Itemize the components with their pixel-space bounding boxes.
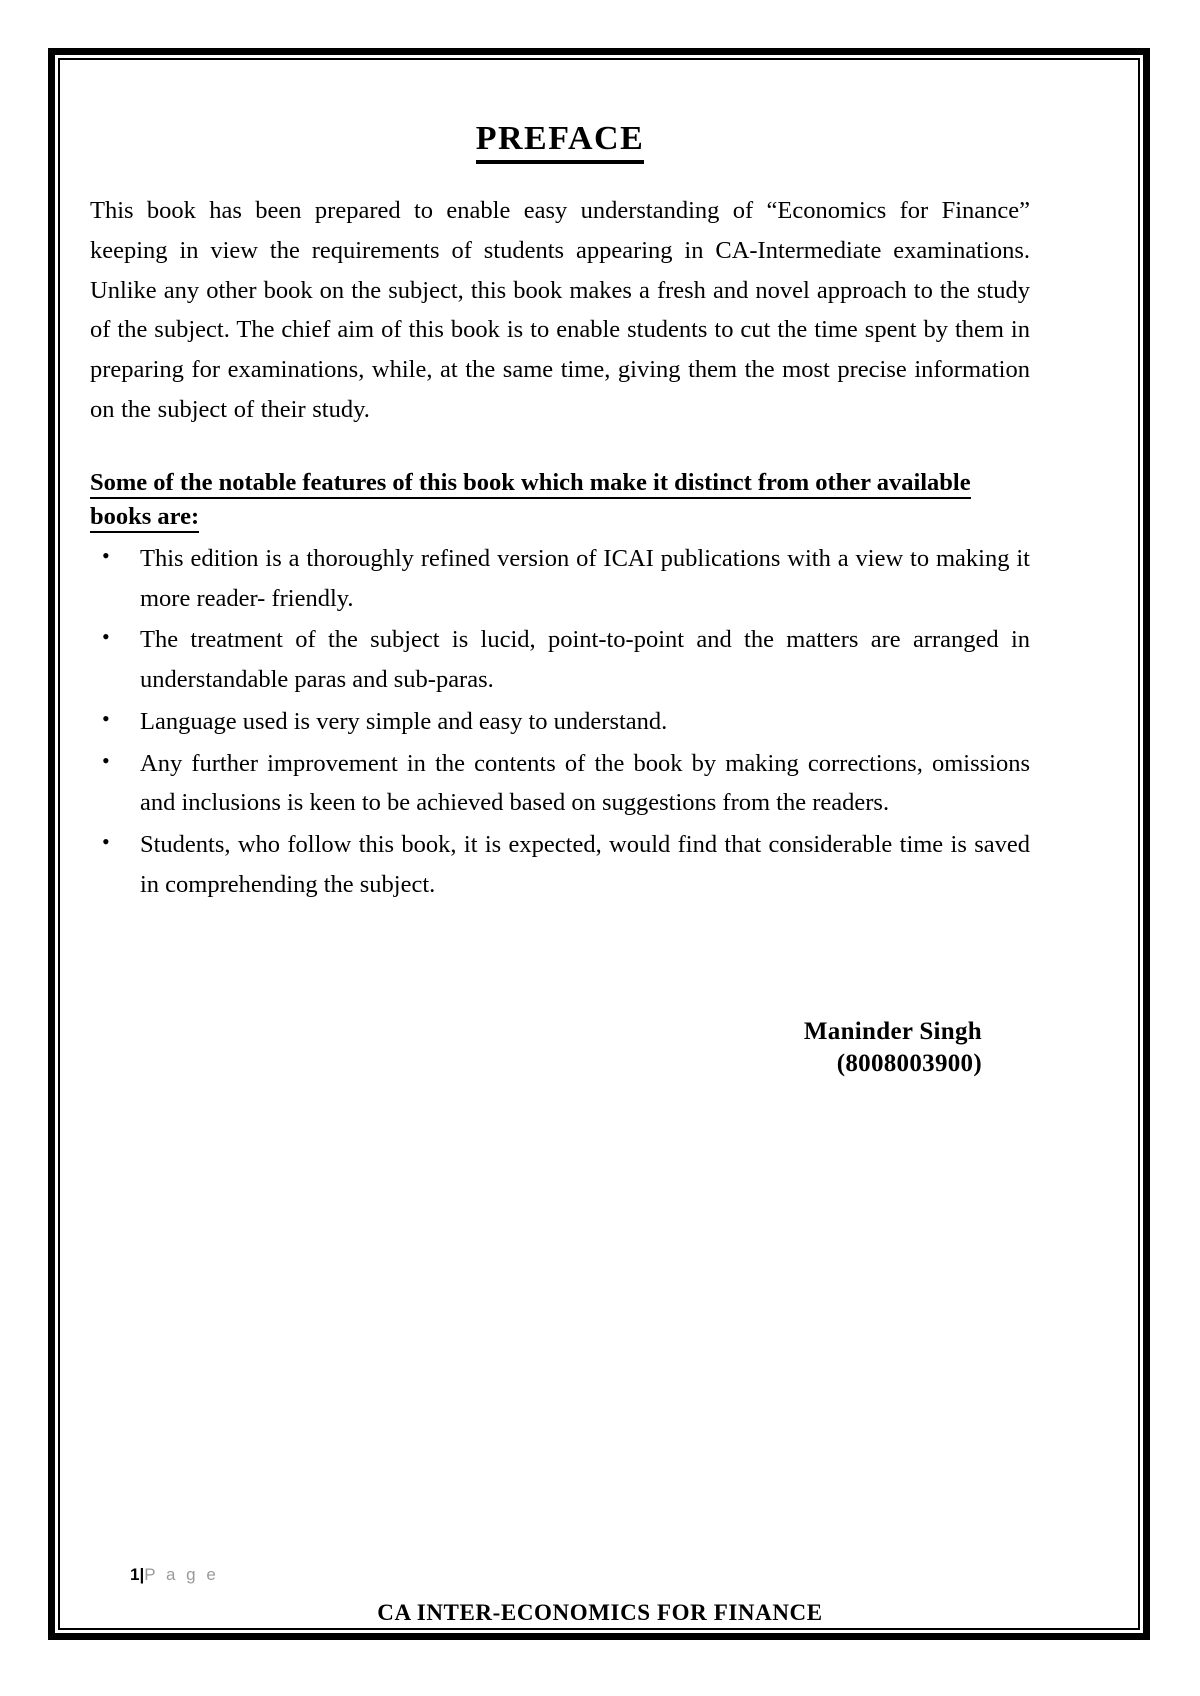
features-heading-text: Some of the notable features of this book which make it distinct from other available books are: — [90, 469, 971, 534]
features-list — [90, 539, 1030, 904]
page-number-value: 1 — [130, 1565, 140, 1584]
intro-paragraph: This book has been prepared to enable easy understanding of “Economics for Finance” keeping in view the requirements of students appearing in CA-Intermediate examinations. Unlike any other book on the subject, this book makes a fresh and novel approach to the study of the subject. The chief aim of this book is to enable students to cut the time spent by them in preparing for examinations, while, at the same time, giving them the most precise information on the subject of their study. — [90, 197, 1030, 423]
bullet-icon: • — [102, 705, 110, 731]
bullet-icon: • — [102, 624, 110, 650]
page-title — [90, 120, 1030, 157]
list-item-text: This edition is a thoroughly refined version of ICAI publications with a view to making it more reader- friendly. — [140, 545, 1030, 612]
bullet-icon: • — [102, 543, 110, 569]
list-item-text: Any further improvement in the contents of the book by making corrections, omissions and inclusions is keen to be achieved based on suggestions from the readers. — [140, 749, 1030, 817]
features-heading — [90, 466, 1030, 536]
page-number-label: P a g e — [144, 1565, 219, 1584]
signature-name: Maninder Singh — [803, 1018, 982, 1046]
page-title-text: PREFACE — [476, 120, 645, 164]
page-number-separator: | — [139, 1565, 145, 1584]
signature-phone: (8008003900) — [836, 1050, 982, 1078]
list-item-text: Students, who follow this book, it is expected, would find that considerable time is saved in comprehending the subject. — [140, 830, 1030, 898]
list-item-text: The treatment of the subject is lucid, point-to-point and the matters are arranged in understandable paras and sub-paras. — [140, 626, 1030, 694]
list-item — [90, 744, 1030, 823]
list-item — [90, 702, 1030, 742]
list-item — [90, 539, 1030, 618]
footer-page-number — [130, 1565, 219, 1585]
footer-book-title: CA INTER-ECONOMICS FOR FINANCE — [377, 1600, 823, 1625]
list-item — [90, 620, 1030, 699]
bullet-icon: • — [102, 747, 110, 773]
list-item — [90, 825, 1030, 904]
page-content — [90, 120, 1030, 1080]
signature-block — [90, 1016, 1030, 1080]
bullet-icon: • — [102, 828, 110, 854]
list-item-text: Language used is very simple and easy to understand. — [140, 707, 668, 735]
